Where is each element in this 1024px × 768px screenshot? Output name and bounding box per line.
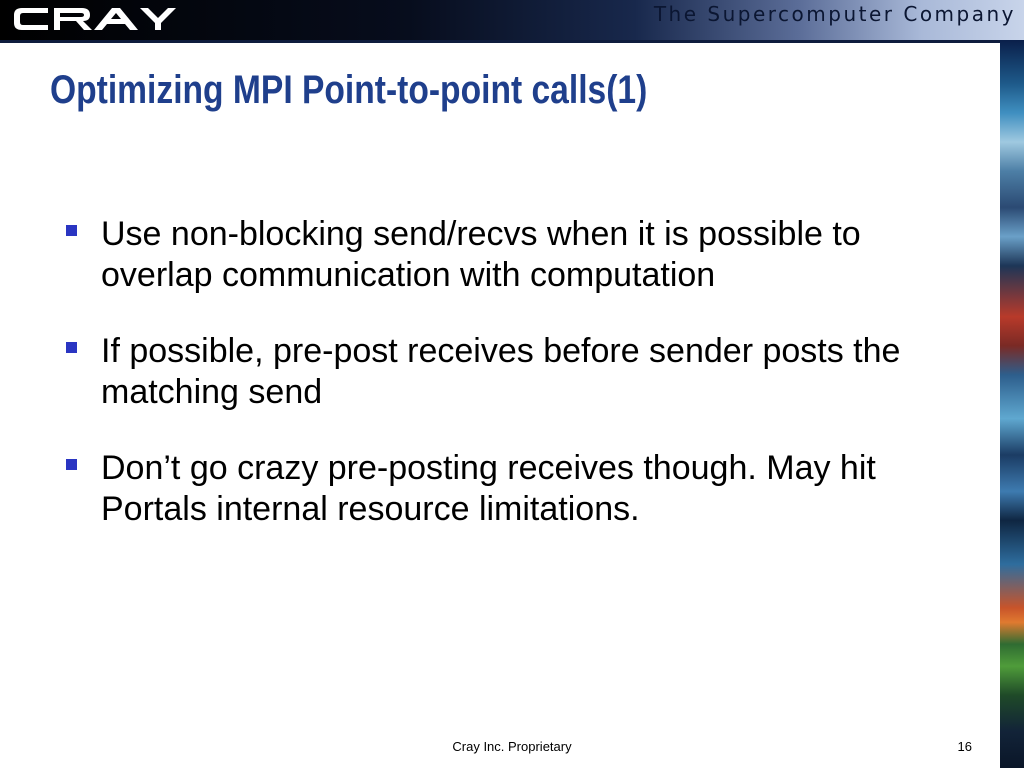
square-bullet-icon	[66, 225, 77, 236]
decorative-image-strip	[1000, 40, 1024, 768]
slide-title: Optimizing MPI Point-to-point calls(1)	[50, 68, 648, 112]
square-bullet-icon	[66, 459, 77, 470]
header-divider	[0, 40, 1000, 43]
bullet-text: Don’t go crazy pre-posting receives though. May hit Portals internal resource limitations.	[101, 449, 876, 528]
cray-logo	[10, 4, 178, 34]
square-bullet-icon	[66, 342, 77, 353]
bullet-item	[64, 448, 974, 530]
bullet-item	[64, 331, 974, 413]
page-number: 16	[957, 739, 972, 754]
footer-proprietary: Cray Inc. Proprietary	[452, 739, 572, 754]
bullet-text: If possible, pre-post receives before sender posts the matching send	[101, 332, 901, 411]
header-bar	[0, 0, 1024, 40]
bullet-list	[64, 214, 974, 565]
company-tagline: The Supercomputer Company	[653, 2, 1016, 26]
bullet-item	[64, 214, 974, 296]
bullet-text: Use non-blocking send/recvs when it is possible to overlap communication with computation	[101, 215, 861, 294]
